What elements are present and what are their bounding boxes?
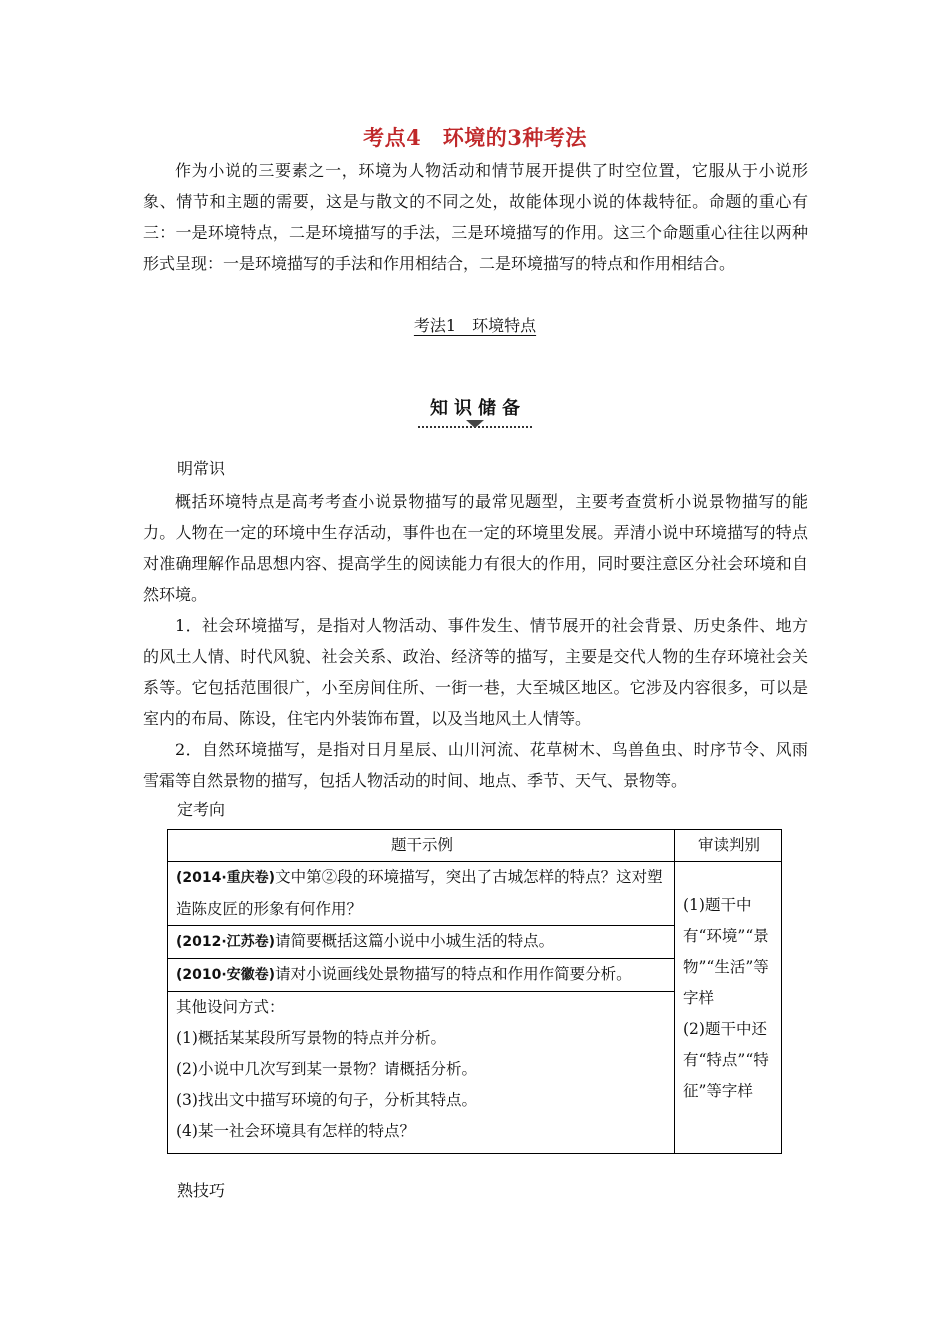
source-tag: (2014·重庆卷) [176, 870, 276, 886]
table-header-row [168, 830, 782, 862]
table-cell-other-questions [168, 992, 675, 1154]
table-header-judgement: 审读判别 [675, 830, 782, 862]
section-label-common-sense: 明常识 [177, 459, 226, 478]
badge-text: 知识储备 [418, 392, 532, 428]
source-tag: (2012·江苏卷) [176, 934, 276, 950]
list-item: (4)某一社会环境具有怎样的特点？ [176, 1122, 415, 1140]
other-questions-title: 其他设问方式： [176, 998, 285, 1016]
judgement-point-2: (2)题干中还有“特点”“特征”等字样 [683, 1020, 769, 1100]
question-table [167, 829, 782, 1154]
table-header-examples: 题干示例 [168, 830, 675, 862]
example-text: 请简要概括这篇小说中小城生活的特点。 [275, 932, 555, 950]
intro-paragraph: 作为小说的三要素之一，环境为人物活动和情节展开提供了时空位置，它服从于小说形象、情节和主题的需要，这是与散文的不同之处，故能体现小说的体裁特征。命题的重心有三：一是环境特点，二是环境描写的手法，三是环境描写的作用。这三个命题重心往往以两种形式呈现：一是环境描写的手法和作用相结合，二是环境描写的特点和作用相结合。 [143, 161, 808, 273]
table-cell-example-2012 [168, 926, 675, 959]
table-row [168, 862, 782, 926]
example-text: 请对小说画线处景物描写的特点和作用作简要分析。 [275, 965, 632, 983]
table-cell-judgement [675, 862, 782, 1154]
example-text: 文中第②段的环境描写，突出了古城怎样的特点？这对塑造陈皮匠的形象有何作用？ [176, 868, 663, 918]
triangle-down-icon [466, 420, 484, 428]
source-tag: (2010·安徽卷) [176, 967, 276, 983]
table-cell-example-2010 [168, 959, 675, 992]
subtitle [0, 313, 950, 336]
paragraph-overview: 概括环境特点是高考考查小说景物描写的最常见题型，主要考查赏析小说景物描写的能力。人物在一定的环境中生存活动，事件也在一定的环境里发展。弄清小说中环境描写的特点对准确理解作品思想内容、提高学生的阅读能力有很大的作用，同时要注意区分社会环境和自然环境。 [143, 492, 808, 604]
list-item: (3)找出文中描写环境的句子，分析其特点。 [176, 1091, 477, 1109]
section-label-skills: 熟技巧 [177, 1181, 226, 1200]
page-title: 考点4 环境的3种考法 [363, 125, 587, 150]
knowledge-badge [0, 392, 950, 428]
list-item: (2)小说中几次写到某一景物？请概括分析。 [176, 1060, 477, 1078]
table-cell-example-2014 [168, 862, 675, 926]
paragraph-natural-environment: 2．自然环境描写，是指对日月星辰、山川河流、花草树木、鸟兽鱼虫、时序节令、风雨雪霜等自然景物的描写，包括人物活动的时间、地点、季节、天气、景物等。 [143, 740, 808, 790]
subtitle-text: 考法1 环境特点 [413, 316, 537, 335]
list-item: (1)概括某某段所写景物的特点并分析。 [176, 1029, 446, 1047]
paragraph-social-environment: 1．社会环境描写，是指对人物活动、事件发生、情节展开的社会背景、历史条件、地方的风土人情、时代风貌、社会关系、政治、经济等的描写，主要是交代人物的生存环境社会关系等。它包括范围很广，小至房间住所、一街一巷，大至城区地区。它涉及内容很多，可以是室内的布局、陈设，住宅内外装饰布置，以及当地风土人情等。 [143, 616, 808, 728]
judgement-point-1: (1)题干中有“环境”“景物”“生活”等字样 [683, 896, 769, 1007]
section-label-direction: 定考向 [177, 800, 226, 819]
